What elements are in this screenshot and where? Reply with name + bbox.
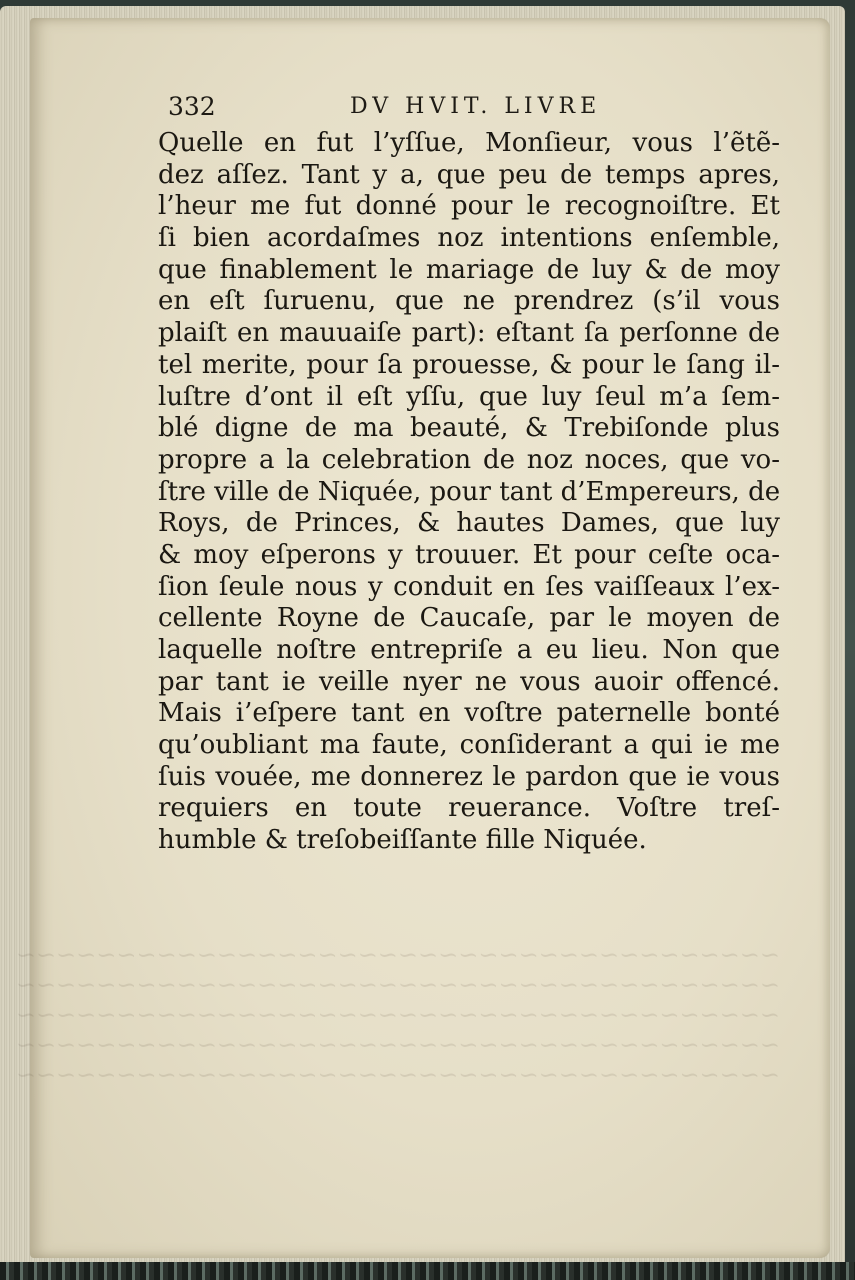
- text-line: tel merite, pour ſa prouesse, & pour le ſang il-: [158, 349, 780, 380]
- text-line: Quelle en fut l’yſſue, Monſieur, vous l’ẽtẽ-: [158, 128, 780, 158]
- text-line: propre a la celebration de noz noces, que vo-: [158, 444, 780, 475]
- text-line: plaiſt en mauuaiſe part): eſtant ſa perſonne de: [158, 318, 780, 349]
- page-number: 332: [168, 92, 216, 121]
- text-line: ſi bien acordaſmes noz intentions enſemble,: [158, 223, 780, 254]
- book-edge-strip: [0, 1262, 855, 1280]
- text-line: ſuis vouée, me donnerez le pardon que ie vous: [158, 761, 780, 792]
- text-line: que finablement le mariage de luy & de moy: [158, 254, 780, 285]
- text-line: humble & treſobeiſſante fille Niquée.: [158, 825, 647, 856]
- text-line: requiers en toute reuerance. Voſtre treſ-: [158, 793, 780, 824]
- text-line: l’heur me fut donné pour le recognoiſtre. Et: [158, 191, 780, 222]
- text-line: Mais i’eſpere tant en voſtre paternelle bonté: [158, 698, 780, 729]
- text-line: & moy eſperons y trouuer. Et pour ceſte oca-: [158, 539, 780, 570]
- text-line: dez aſſez. Tant y a, que peu de temps apres,: [158, 159, 780, 190]
- text-line: qu’oubliant ma faute, conſiderant a qui ie me: [158, 730, 780, 761]
- text-line: ſion ſeule nous y conduit en ſes vaiſſeaux l’ex-: [158, 571, 780, 602]
- text-line: luſtre d’ont il eſt yſſu, que luy ſeul m’a ſem-: [158, 381, 780, 412]
- text-line: en eſt ſuruenu, que ne prendrez (s’il vous: [158, 286, 780, 317]
- text-line: Roys, de Princes, & hautes Dames, que luy: [158, 508, 780, 539]
- body-text: [158, 128, 780, 857]
- running-head: DV HVIT. LIVRE: [350, 94, 602, 119]
- bleed-through-decoration: ~~~~~~~~~~~~~~~~~~~~~~~~~~~~~~~~~~~~~~ ~~~~~~~~~~~~~~~~~~~~~~~~~~~~~~~~~~~~~~ ~~~~~~~~~~~~~~~~~~~~~~~~~~~~~~~~~~~~~~ ~~~~~~~~~~~~~~~~~~~~~~~~~~~~~~~~~~~~~~ ~~~~~~~~~~~~~~~~~~~~~~~~~~~~~~~~~~~~~~: [15, 941, 780, 1089]
- text-line: cellente Royne de Caucaſe, par le moyen de: [158, 603, 780, 634]
- page-header: [168, 92, 658, 126]
- text-line: laquelle noſtre entrepriſe a eu lieu. Non que: [158, 635, 780, 665]
- text-line: par tant ie veille nyer ne vous auoir offencé.: [158, 666, 780, 697]
- text-line: ſtre ville de Niquée, pour tant d’Empereurs, de: [158, 476, 781, 507]
- text-line: blé digne de ma beauté, & Trebiſonde plus: [158, 413, 780, 444]
